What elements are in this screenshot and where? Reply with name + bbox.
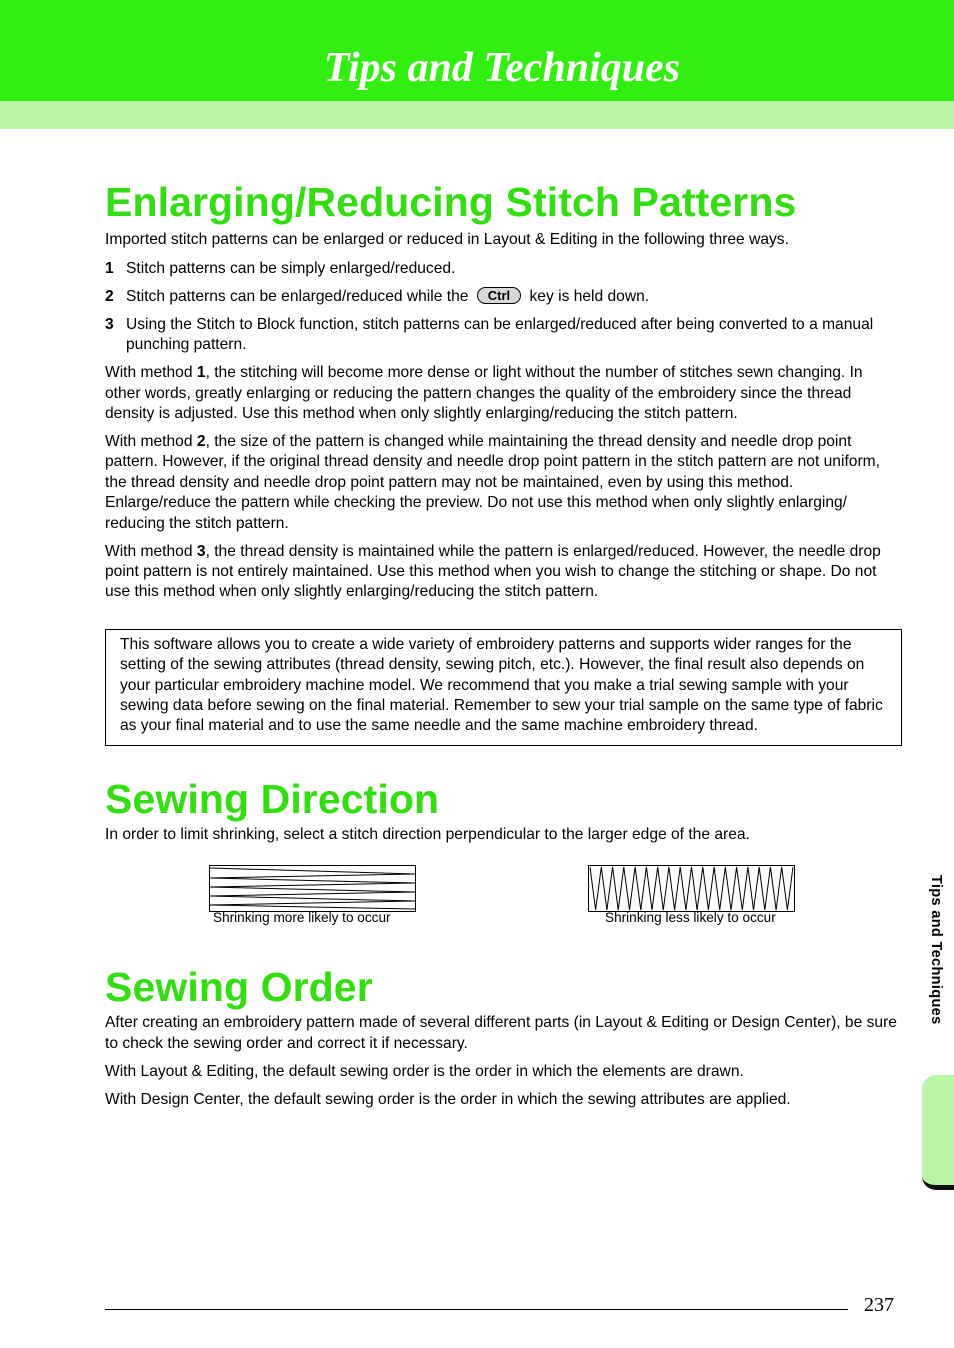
note-box xyxy=(105,629,902,746)
list-item xyxy=(105,315,902,356)
ctrl-key-icon: Ctrl xyxy=(477,287,521,304)
list-item xyxy=(105,259,902,279)
list-number: 2 xyxy=(105,288,114,306)
list-item xyxy=(105,287,902,307)
page-number: 237 xyxy=(864,1294,894,1316)
caption-less-shrinking: Shrinking less likely to occur xyxy=(605,910,776,926)
horizontal-stitch-diagram xyxy=(209,865,417,913)
list-number: 1 xyxy=(105,260,114,278)
caption-more-shrinking: Shrinking more likely to occur xyxy=(213,910,391,926)
list-text: Using the Stitch to Block function, stitch patterns can be enlarged/reduced after being converted to a manual punching pattern. xyxy=(126,316,874,354)
header-subband xyxy=(0,101,954,129)
method3-paragraph: With method 3, the thread density is maintained while the pattern is enlarged/reduced. However, the needle drop point pattern is not entirely maintained. Use this method when you wish to change the stitching or shape. Do not use this method when only slightly enlarging/reducing the stitch pattern. xyxy=(105,542,881,601)
method2-paragraph: With method 2, the size of the pattern is changed while maintaining the thread density and needle drop point pattern. However, if the original thread density and needle drop point pattern in the stitch pattern are not uniform, the thread density and needle drop point pattern may not be maintained, even by using this method. Enlarge/reduce the pattern while checking the preview. Do not use this method when only slightly enlarging/ reducing the stitch pattern. xyxy=(105,433,880,532)
section-heading-sewing-order: Sewing Order xyxy=(105,964,373,1011)
side-tab xyxy=(922,1075,954,1190)
side-tab-label: Tips and Techniques xyxy=(928,875,944,1025)
method1-paragraph: With method 1, the stitching will become more dense or light without the number of stitches sewn changing. In other words, greatly enlarging or reducing the pattern changes the quality of the embroidery since the thread density is adjusted. Use this method when only slightly enlarging/reducing the stitch pattern. xyxy=(105,364,863,423)
section3-p2: With Layout & Editing, the default sewing order is the order in which the elements are drawn. xyxy=(105,1062,744,1080)
page-title: Tips and Techniques xyxy=(323,45,681,91)
section-heading-enlarging: Enlarging/Reducing Stitch Patterns xyxy=(105,179,797,225)
section2-intro: In order to limit shrinking, select a stitch direction perpendicular to the larger edge of the area. xyxy=(105,825,750,843)
section3-p3: With Design Center, the default sewing order is the order in which the sewing attributes are applied. xyxy=(105,1090,791,1108)
section1-intro: Imported stitch patterns can be enlarged or reduced in Layout & Editing in the following three ways. xyxy=(105,231,789,248)
methods-list xyxy=(105,259,902,355)
sewing-direction-diagrams xyxy=(105,857,902,937)
footer-rule xyxy=(105,1309,848,1310)
note-text: This software allows you to create a wide variety of embroidery patterns and supports wider ranges for the setting of the sewing attributes (thread density, sewing pitch, etc.). However, the final result also depends on your particular embroidery machine model. We recommend that you make a trial sewing sample with your sewing data before sewing on the final material. Remember to sew your trial sample on the same type of fabric as your final material and to use the same needle and the same machine embroidery thread. xyxy=(120,635,883,735)
vertical-stitch-diagram xyxy=(588,865,796,913)
list-text: key is held down. xyxy=(529,288,650,306)
list-text: Stitch patterns can be enlarged/reduced while the xyxy=(126,288,469,306)
list-text: Stitch patterns can be simply enlarged/reduced. xyxy=(126,260,456,278)
main-content xyxy=(105,176,902,1118)
section3-p1: After creating an embroidery pattern made of several different parts (in Layout & Editing or Design Center), be sure to check the sewing order and correct it if necessary. xyxy=(105,1014,897,1052)
list-number: 3 xyxy=(105,316,114,333)
section-heading-sewing-direction: Sewing Direction xyxy=(105,775,440,822)
